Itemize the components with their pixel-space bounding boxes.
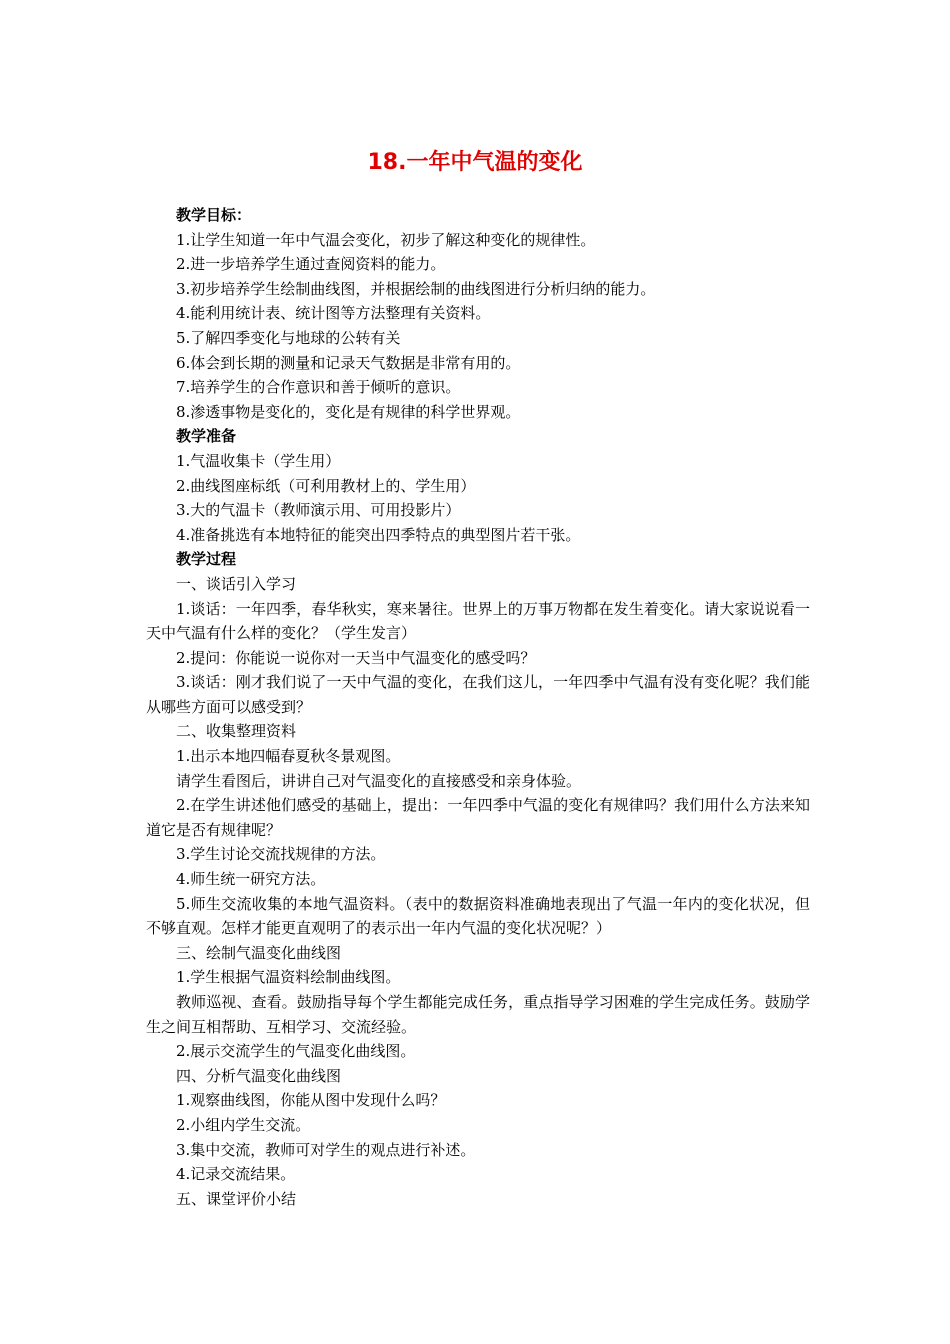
process-part-title: 三、绘制气温变化曲线图 <box>176 943 342 962</box>
process-part-title: 一、谈话引入学习 <box>176 574 297 593</box>
process-paragraph: 2.在学生讲述他们感受的基础上，提出：一年四季中气温的变化有规律吗？我们用什么方法来知道它是否有规律呢？ <box>146 796 810 839</box>
prep-item: 3.大的气温卡（教师演示用、可用投影片） <box>176 501 461 520</box>
process-paragraph: 2.小组内学生交流。 <box>176 1115 311 1134</box>
process-paragraph: 3.学生讨论交流找规律的方法。 <box>176 845 386 864</box>
prep-item: 4.准备挑选有本地特征的能突出四季特点的典型图片若干张。 <box>176 525 581 544</box>
goal-item: 2.进一步培养学生通过查阅资料的能力。 <box>176 255 446 274</box>
process-paragraph: 2.展示交流学生的气温变化曲线图。 <box>176 1042 416 1061</box>
section-heading-prep: 教学准备 <box>176 427 237 446</box>
prep-item: 1.气温收集卡（学生用） <box>176 451 341 470</box>
document-title: 18.一年中气温的变化 <box>367 150 583 175</box>
section-heading-process: 教学过程 <box>176 550 237 569</box>
goal-item: 7.培养学生的合作意识和善于倾听的意识。 <box>176 378 461 397</box>
process-paragraph: 1.观察曲线图，你能从图中发现什么吗？ <box>176 1091 446 1110</box>
process-paragraph: 教师巡视、查看。鼓励指导每个学生都能完成任务，重点指导学习困难的学生完成任务。鼓励学生之间互相帮助、互相学习、交流经验。 <box>146 993 810 1036</box>
process-paragraph: 4.记录交流结果。 <box>176 1165 296 1184</box>
process-paragraph: 2.提问：你能说一说你对一天当中气温变化的感受吗？ <box>176 648 536 667</box>
goal-item: 6.体会到长期的测量和记录天气数据是非常有用的。 <box>176 353 521 372</box>
goal-item: 8.渗透事物是变化的，变化是有规律的科学世界观。 <box>176 402 521 421</box>
goal-item: 3.初步培养学生绘制曲线图，并根据绘制的曲线图进行分析归纳的能力。 <box>176 279 656 298</box>
process-part-title: 四、分析气温变化曲线图 <box>176 1066 342 1085</box>
section-heading-goals: 教学目标： <box>176 206 252 224</box>
document-body <box>146 203 810 1211</box>
process-paragraph: 1.出示本地四幅春夏秋冬景观图。 <box>176 747 401 766</box>
prep-item: 2.曲线图座标纸（可利用教材上的、学生用） <box>176 476 476 495</box>
goal-item: 1.让学生知道一年中气温会变化，初步了解这种变化的规律性。 <box>176 230 596 249</box>
goal-item: 4.能利用统计表、统计图等方法整理有关资料。 <box>176 304 491 323</box>
process-paragraph: 3.集中交流，教师可对学生的观点进行补述。 <box>176 1140 476 1159</box>
process-part-title: 五、课堂评价小结 <box>176 1189 297 1208</box>
process-paragraph: 5.师生交流收集的本地气温资料。（表中的数据资料准确地表现出了气温一年内的变化状况，但不够直观。怎样才能更直观明了的表示出一年内气温的变化状况呢？） <box>146 894 810 938</box>
process-paragraph: 3.谈话：刚才我们说了一天中气温的变化，在我们这儿，一年四季中气温有没有变化呢？我们能从哪些方面可以感受到？ <box>146 673 810 716</box>
process-paragraph: 1.学生根据气温资料绘制曲线图。 <box>176 968 401 987</box>
process-paragraph: 1.谈话：一年四季，春华秋实，寒来暑往。世界上的万事万物都在发生着变化。请大家说说看一天中气温有什么样的变化？（学生发言） <box>146 599 810 643</box>
process-paragraph: 4.师生统一研究方法。 <box>176 870 326 889</box>
process-paragraph: 请学生看图后，讲讲自己对气温变化的直接感受和亲身体验。 <box>176 771 582 790</box>
process-part-title: 二、收集整理资料 <box>176 722 297 741</box>
goal-item: 5.了解四季变化与地球的公转有关 <box>176 328 401 347</box>
